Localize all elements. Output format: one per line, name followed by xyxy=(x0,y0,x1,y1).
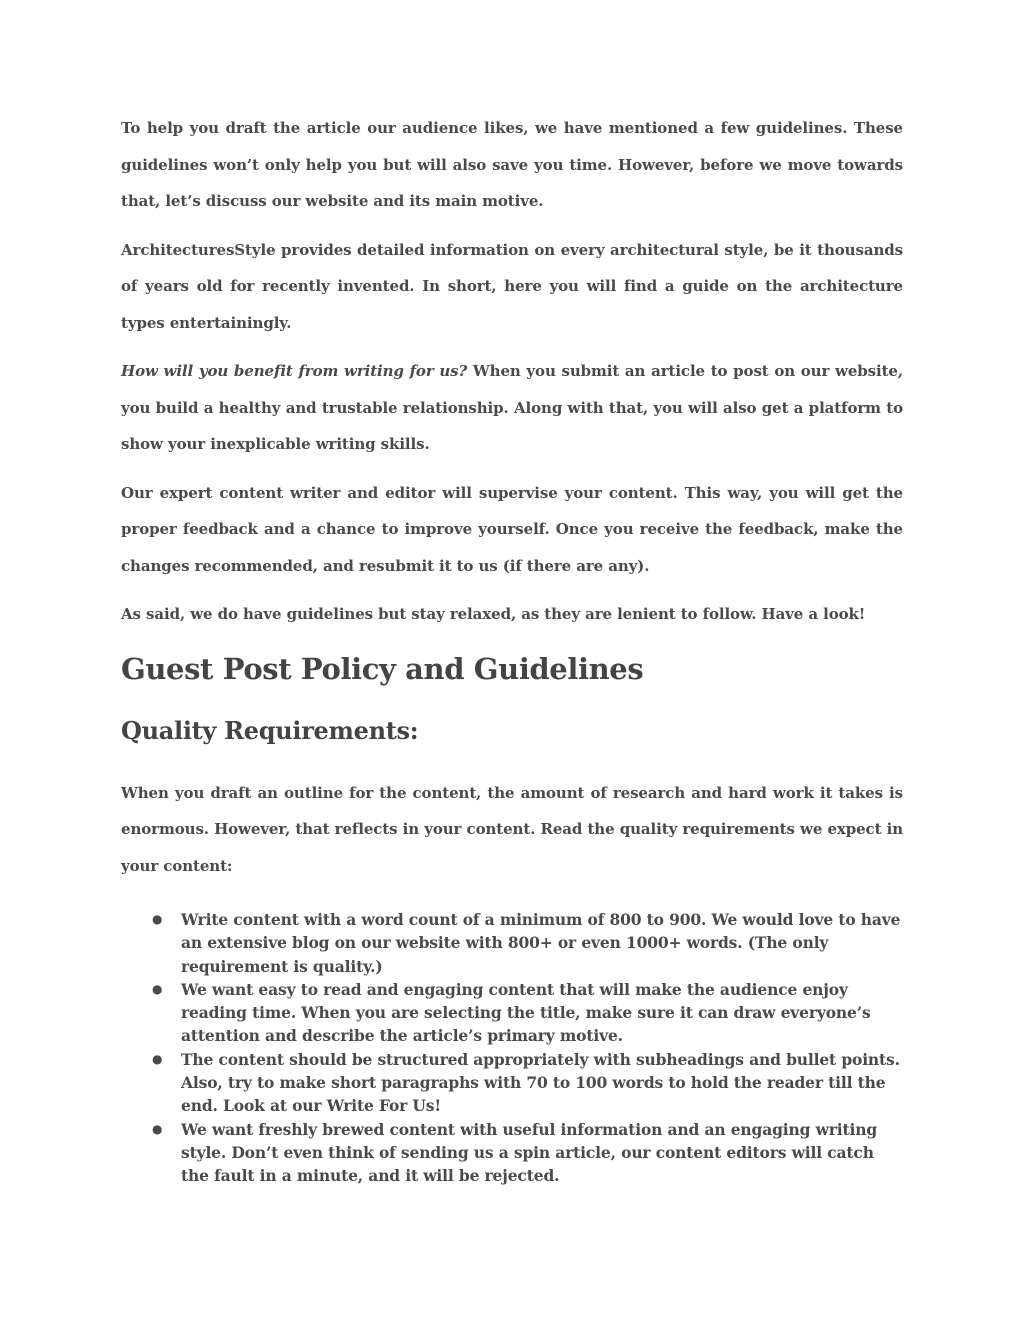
about-paragraph: ArchitecturesStyle provides detailed information on every architectural style, be it thousands of years old for recently invented. In short, here you will find a guide on the architecture types entertainingly. xyxy=(121,240,903,332)
list-item-text: Write content with a word count of a minimum of 800 to 900. We would love to have an extensive blog on our website with 800+ or even 1000+ words. (The only requirement is quality.) xyxy=(181,910,901,976)
list-item-text: We want easy to read and engaging content that will make the audience enjoy reading time. When you are selecting the title, make sure it can draw everyone’s attention and describe the article’s primary motive. xyxy=(181,979,871,1046)
list-item xyxy=(121,978,903,1048)
bullet-icon: ● xyxy=(152,1051,163,1066)
list-item xyxy=(121,908,903,978)
quality-requirements-list xyxy=(121,908,903,1188)
bullet-icon: ● xyxy=(152,912,163,926)
document-page xyxy=(121,110,903,1188)
benefit-question: How will you benefit from writing for us? xyxy=(121,362,468,380)
benefit-text: When you submit an article to post on our website, you build a healthy and trustable relationship. Along with that, you will also get a platform to show your inexplicable writing skills. xyxy=(121,362,903,453)
benefit-paragraph xyxy=(121,353,903,463)
list-item-text: The content should be structured appropriately with subheadings and bullet points. Also, try to make short paragraphs with 70 to 100 words to hold the reader till the end. Look at our Write For Us! xyxy=(181,1049,900,1116)
review-paragraph: Our expert content writer and editor will supervise your content. This way, you will get the proper feedback and a chance to improve yourself. Once you receive the feedback, make the changes recommended, and resubmit it to us (if there are any). xyxy=(121,483,903,575)
list-item xyxy=(121,1048,903,1118)
list-item-text: We want freshly brewed content with useful information and an engaging writing style. Don’t even think of sending us a spin article, our content editors will catch the fault in a minute, and it will be rejected. xyxy=(181,1119,878,1186)
bullet-icon: ● xyxy=(152,981,163,996)
page-heading: Guest Post Policy and Guidelines xyxy=(121,651,644,686)
bullet-icon: ● xyxy=(152,1121,163,1136)
guidelines-note: As said, we do have guidelines but stay relaxed, as they are lenient to follow. Have a look! xyxy=(121,605,866,623)
quality-intro-paragraph: When you draft an outline for the content, the amount of research and hard work it takes is enormous. However, that reflects in your content. Read the quality requirements we expect in your content: xyxy=(121,783,903,875)
list-item xyxy=(121,1118,903,1188)
intro-paragraph: To help you draft the article our audience likes, we have mentioned a few guidelines. These guidelines won’t only help you but will also save you time. However, before we move towards that, let’s discuss our website and its main motive. xyxy=(121,119,903,210)
quality-heading: Quality Requirements: xyxy=(121,715,419,745)
